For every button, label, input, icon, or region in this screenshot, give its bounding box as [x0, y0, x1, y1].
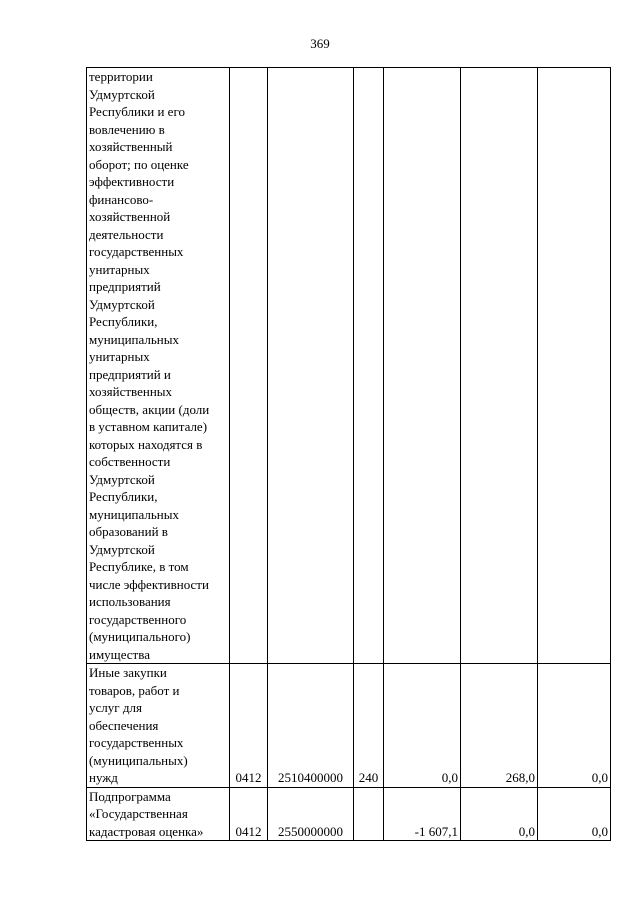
row-description: Иные закупки товаров, работ и услуг для обеспечения государственных (муниципальных) нужд	[87, 664, 230, 788]
amount-3: 0,0	[538, 787, 611, 841]
target-article-code	[268, 68, 354, 664]
amount-1: -1 607,1	[384, 787, 461, 841]
amount-3	[538, 68, 611, 664]
table-row	[87, 68, 611, 664]
amount-2: 268,0	[461, 664, 538, 788]
section-code	[230, 68, 268, 664]
row-description: территории Удмуртской Республики и его вовлечению в хозяйственный оборот; по оценке эффективности финансово- хозяйственной деятельности государственных унитарных предприятий Удмуртской Республики, муниципальных унитарных предприятий и хозяйственных обществ, акции (доли в уставном капитале) которых находятся в собственности Удмуртской Республики, муниципальных образований в Удмуртской Республике, в том числе эффективности использования государственного (муниципального) имущества	[87, 68, 230, 664]
amount-3: 0,0	[538, 664, 611, 788]
amount-1: 0,0	[384, 664, 461, 788]
section-code: 0412	[230, 787, 268, 841]
page-number: 369	[310, 36, 330, 51]
table-row	[87, 664, 611, 788]
target-article-code: 2550000000	[268, 787, 354, 841]
budget-table	[86, 67, 611, 841]
amount-1	[384, 68, 461, 664]
amount-2	[461, 68, 538, 664]
expense-type-code	[354, 787, 384, 841]
section-code: 0412	[230, 664, 268, 788]
expense-type-code: 240	[354, 664, 384, 788]
table-row	[87, 787, 611, 841]
amount-2: 0,0	[461, 787, 538, 841]
row-description: Подпрограмма «Государственная кадастровая оценка»	[87, 787, 230, 841]
target-article-code: 2510400000	[268, 664, 354, 788]
expense-type-code	[354, 68, 384, 664]
